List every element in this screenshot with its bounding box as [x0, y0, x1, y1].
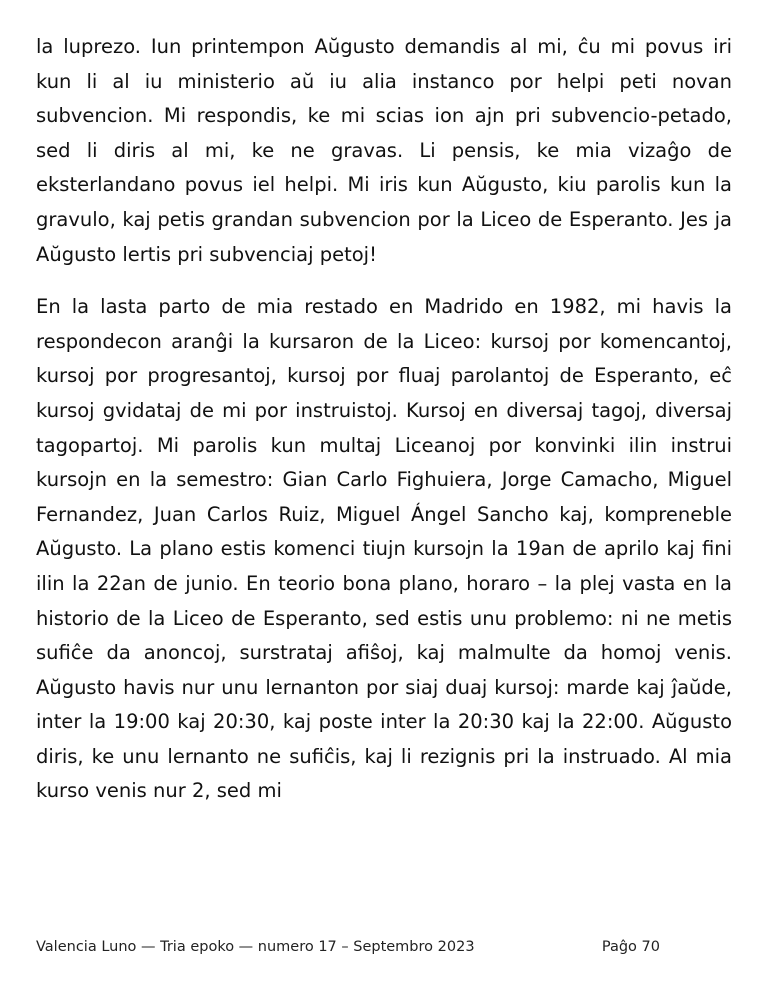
footer-publication: Valencia Luno — Tria epoko — numero 17 – Septembro 2023: [36, 939, 475, 955]
paragraph: En la lasta parto de mia restado en Madrido en 1982, mi havis la respondecon aranĝi la kursaron de la Liceo: kursoj por komencantoj, kursoj por progresantoj, kursoj por fluaj parolantoj de Esperanto, eĉ kursoj gvidataj de mi por instruistoj. Kursoj en diversaj tagoj, diversaj tagopartoj. Mi parolis kun multaj Liceanoj por konvinki ilin instrui kursojn en la semestro: Gian Carlo Fighuiera, Jorge Camacho, Miguel Fernandez, Juan Carlos Ruiz, Miguel Ángel Sancho kaj, kompreneble Aŭgusto. La plano estis komenci tiujn kursojn la 19an de aprilo kaj fini ilin la 22an de junio. En teorio bona plano, horaro – la plej vasta en la historio de la Liceo de Esperanto, sed estis unu problemo: ni ne metis sufiĉe da anoncoj, surstrataj afiŝoj, kaj malmulte da homoj venis. Aŭgusto havis nur unu lernanton por siaj duaj kursoj: marde kaj ĵaŭde, inter la 19:00 kaj 20:30, kaj poste inter la 20:30 kaj la 22:00. Aŭgusto diris, ke unu lernanto ne sufiĉis, kaj li rezignis pri la instruado. Al mia kurso venis nur 2, sed mi: [36, 295, 732, 803]
paragraph: la luprezo. Iun printempon Aŭgusto demandis al mi, ĉu mi povus iri kun li al iu ministerio aŭ iu alia instanco por helpi peti novan subvencion. Mi respondis, ke mi scias ion ajn pri subvencio-petado, sed li diris al mi, ke ne gravas. Li pensis, ke mia vizaĝo de eksterlandano povus iel helpi. Mi iris kun Aŭgusto, kiu parolis kun la gravulo, kaj petis grandan subvencion por la Liceo de Esperanto. Jes ja Aŭgusto lertis pri subvenciaj petoj!: [36, 35, 732, 266]
article-body: [36, 30, 732, 827]
page-number: Paĝo 70: [601, 939, 660, 955]
